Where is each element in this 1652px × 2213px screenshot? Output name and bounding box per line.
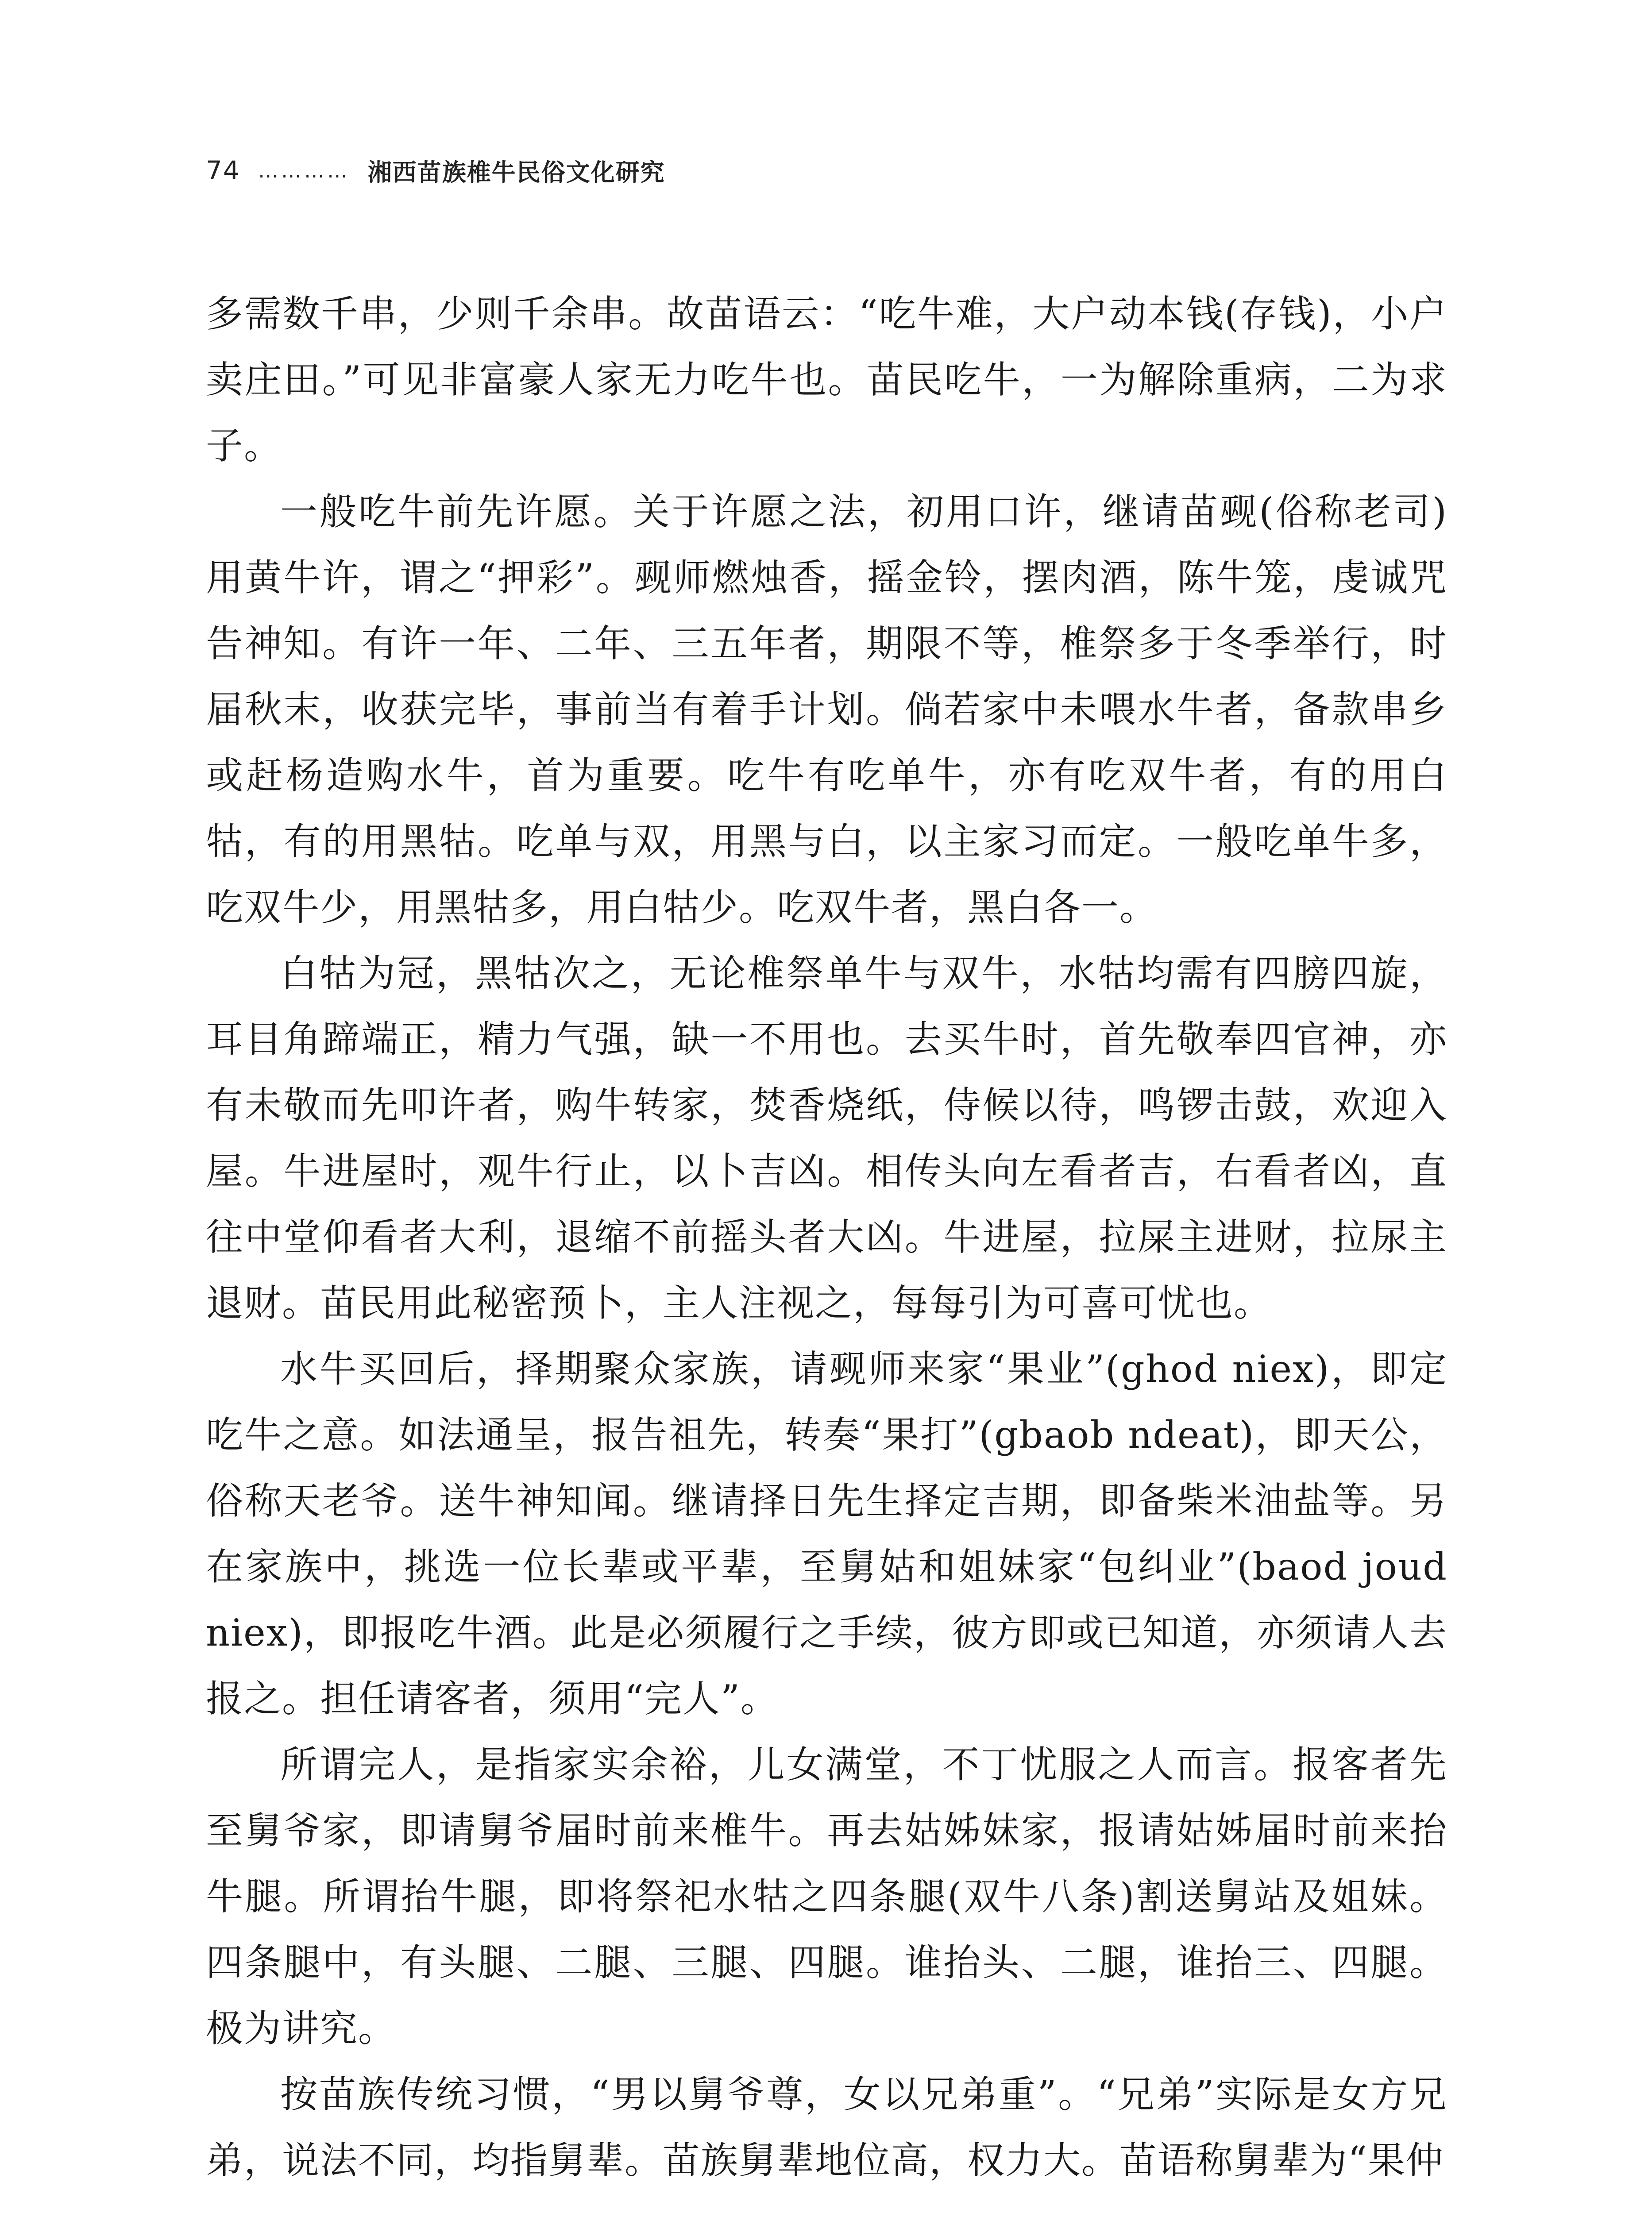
paragraph-2: 一般吃牛前先许愿。关于许愿之法，初用口许，继请苗觋(俗称老司)用黄牛许，谓之“押彩”。觋师燃烛香，摇金铃，摆肉酒，陈牛笼，虔诚咒告神知。有许一年、二年、三五年者，期限不等，椎祭多于冬季举行，时届秋末，收获完毕，事前当有着手计划。倘若家中未喂水牛者，备款串乡或赶杨造购水牛，首为重要。吃牛有吃单牛，亦有吃双牛者，有的用白牯，有的用黑牯。吃单与双，用黑与白，以主家习而定。一般吃单牛多，吃双牛少，用黑牯多，用白牯少。吃双牛者，黑白各一。 [206,490,1447,929]
body-text [206,281,1447,2194]
paragraph-6: 按苗族传统习惯，“男以舅爷尊，女以兄弟重”。“兄弟”实际是女方兄弟，说法不同，均指舅辈。苗族舅辈地位高，权力大。苗语称舅辈为“果仲 [206,2073,1447,2182]
page-number: 74 [206,155,240,185]
running-title: 湘西苗族椎牛民俗文化研究 [367,158,665,186]
paragraph-1: 多需数千串，少则千余串。故苗语云：“吃牛难，大户动本钱(存钱)，小户卖庄田。”可见非富豪人家无力吃牛也。苗民吃牛，一为解除重病，二为求子。 [206,292,1447,467]
paragraph-3: 白牯为冠，黑牯次之，无论椎祭单牛与双牛，水牯均需有四膀四旋，耳目角蹄端正，精力气强，缺一不用也。去买牛时，首先敬奉四官神，亦有未敬而先叩许者，购牛转家，焚香烧纸，侍候以待，鸣锣击鼓，欢迎入屋。牛进屋时，观牛行止，以卜吉凶。相传头向左看者吉，右看者凶，直往中堂仰看者大利，退缩不前摇头者大凶。牛进屋，拉屎主进财，拉尿主退财。苗民用此秘密预卜，主人注视之，每每引为可喜可忧也。 [206,952,1447,1325]
paragraph-4: 水牛买回后，择期聚众家族，请觋师来家“果业”(ghod niex)，即定吃牛之意。如法通呈，报告祖先，转奏“果打”(gbaob ndeat)，即天公，俗称天老爷。送牛神知闻。继请择日先生择定吉期，即备柴米油盐等。另在家族中，挑选一位长辈或平辈，至舅姑和姐妹家“包纠业”(baod joud niex)，即报吃牛酒。此是必须履行之手续，彼方即或已知道，亦须请人去报之。担任请客者，须用“完人”。 [206,1347,1447,1720]
paragraph-5: 所谓完人，是指家实余裕，儿女满堂，不丁忧服之人而言。报客者先至舅爷家，即请舅爷届时前来椎牛。再去姑姊妹家，报请姑姊届时前来抬牛腿。所谓抬牛腿，即将祭祀水牯之四条腿(双牛八条)割送舅站及姐妹。四条腿中，有头腿、二腿、三腿、四腿。谁抬头、二腿，谁抬三、四腿。极为讲究。 [206,1743,1447,2050]
header-leader-dots: ………… [258,158,350,182]
page-header [206,146,665,195]
